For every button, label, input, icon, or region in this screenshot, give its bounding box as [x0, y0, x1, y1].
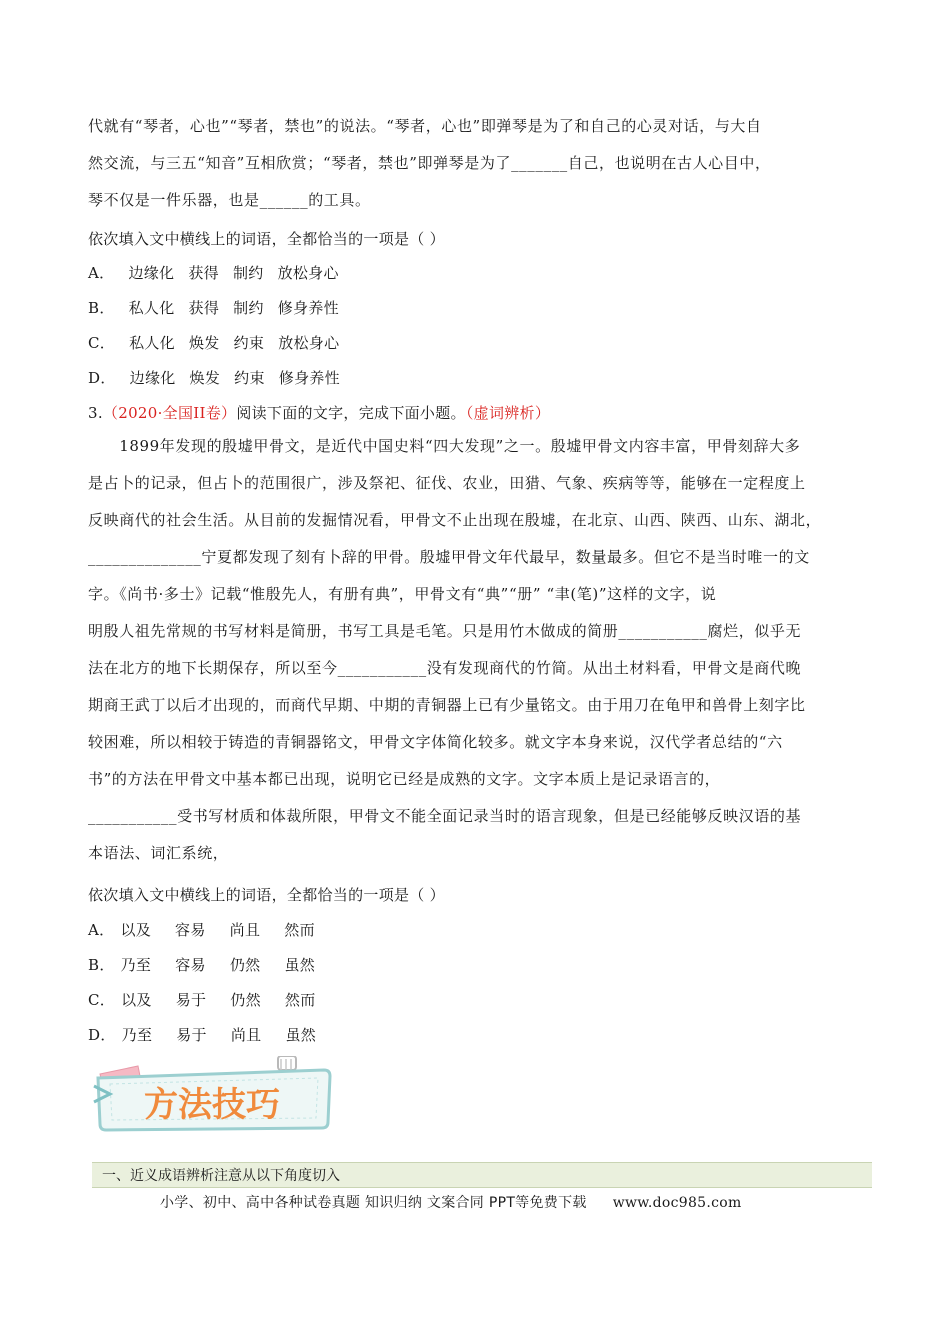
- option-word: 私人化: [129, 334, 175, 352]
- passage-line: 期商王武丁以后才出现的，而商代早期、中期的青铜器上已有少量铭文。由于用刀在龟甲和兽骨上刻字比: [88, 696, 806, 714]
- option-b[interactable]: [88, 954, 315, 975]
- passage-line: 字。《尚书·多士》记载“惟殷先人，有册有典”，甲骨文有“典”“册” “聿(笔)”这样的文字，说: [88, 585, 717, 603]
- option-letter: B．: [88, 299, 115, 317]
- question-3-header: [88, 402, 550, 423]
- option-word: 容易: [175, 956, 206, 974]
- question-tag: （虚词辨析）: [465, 404, 551, 422]
- passage-line: 琴不仅是一件乐器，也是______的工具。: [88, 191, 371, 209]
- option-word: 获得: [188, 264, 219, 282]
- option-word: 约束: [233, 334, 265, 352]
- option-word: 制约: [233, 299, 264, 317]
- passage-line: 代就有“琴者，心也”“琴者，禁也”的说法。“琴者，心也”即弹琴是为了和自己的心灵对话，与大自: [88, 117, 762, 135]
- passage-line: 较困难，所以相较于铸造的青铜器铭文，甲骨文字体简化较多。就文字本身来说，汉代学者总结的“六: [88, 733, 783, 751]
- option-word: 乃至: [120, 956, 152, 974]
- option-letter: A．: [88, 921, 115, 939]
- banner-title: 方法技巧: [144, 1085, 280, 1125]
- passage-line: 书”的方法在甲骨文中基本都已出现，说明它已经是成熟的文字。文字本质上是记录语言的，: [88, 770, 721, 788]
- option-word: 私人化: [128, 299, 175, 317]
- question-instruction: 阅读下面的文字，完成下面小题。: [236, 404, 466, 422]
- option-word: 放松身心: [278, 334, 340, 352]
- question-prompt: 依次填入文中横线上的词语，全都恰当的一项是（ ）: [88, 230, 445, 248]
- option-word: 虽然: [285, 1026, 317, 1044]
- passage-line: 法在北方的地下长期保存，所以至今___________没有发现商代的竹简。从出土材料看，甲骨文是商代晚: [88, 659, 802, 677]
- footer: [160, 1192, 742, 1212]
- option-letter: A．: [88, 264, 115, 282]
- passage-line: 明殷人祖先常规的书写材料是简册，书写工具是毛笔。只是用竹木做成的简册___________腐烂，似乎无: [88, 622, 802, 640]
- passage-line: 反映商代的社会生活。从目前的发掘情况看，甲骨文不止出现在殷墟，在北京、山西、陕西、山东、湖北，: [88, 511, 822, 529]
- option-letter: D．: [88, 1026, 116, 1044]
- option-letter: C．: [88, 991, 116, 1009]
- passage-line: 1899年发现的殷墟甲骨文，是近代中国史料“四大发现”之一。殷墟甲骨文内容丰富，甲骨刻辞大多: [88, 437, 801, 455]
- option-word: 虽然: [284, 956, 316, 974]
- option-word: 仍然: [230, 991, 261, 1009]
- option-d[interactable]: [88, 1024, 316, 1045]
- footer-text: 小学、初中、高中各种试卷真题 知识归纳 文案合同 PPT等免费下载: [160, 1195, 587, 1211]
- option-word: 仍然: [229, 956, 261, 974]
- method-tips-banner: [92, 1056, 334, 1132]
- option-word: 然而: [284, 921, 315, 939]
- option-word: 焕发: [188, 334, 220, 352]
- option-c[interactable]: [88, 989, 316, 1010]
- option-word: 修身养性: [278, 369, 340, 387]
- question-source: （2020·全国II卷）: [102, 404, 237, 422]
- option-letter: B．: [88, 956, 115, 974]
- option-word: 容易: [175, 921, 206, 939]
- section-heading: 一、近义成语辨析注意从以下角度切入: [92, 1162, 872, 1188]
- option-word: 尚且: [229, 921, 261, 939]
- option-a[interactable]: [88, 262, 339, 283]
- option-word: 约束: [234, 369, 265, 387]
- option-word: 获得: [188, 299, 220, 317]
- passage-1: [88, 108, 868, 219]
- question-number: 3.: [88, 404, 103, 422]
- option-word: 制约: [232, 264, 264, 282]
- passage-line: 是占卜的记录，但占卜的范围很广，涉及祭祀、征伐、农业，田猎、气象、疾病等等，能够在一定程度上: [88, 474, 806, 492]
- option-letter: C．: [88, 334, 116, 352]
- option-c[interactable]: [88, 332, 339, 353]
- footer-site-link[interactable]: www.doc985.com: [612, 1195, 742, 1211]
- passage-2: [88, 428, 868, 872]
- option-word: 放松身心: [277, 264, 339, 282]
- option-word: 边缘化: [129, 369, 176, 387]
- passage-line: ___________受书写材质和体裁所限，甲骨文不能全面记录当时的语言现象，但是已经能够反映汉语的基: [88, 807, 802, 825]
- option-word: 乃至: [121, 1026, 153, 1044]
- option-word: 修身养性: [277, 299, 339, 317]
- option-d[interactable]: [88, 367, 340, 388]
- passage-line: 本语法、词汇系统，: [88, 844, 229, 862]
- option-word: 尚且: [230, 1026, 262, 1044]
- passage-line: ______________宁夏都发现了刻有卜辞的甲骨。殷墟甲骨文年代最早，数量最多。但它不是当时唯一的文: [88, 548, 810, 566]
- option-a[interactable]: [88, 919, 315, 940]
- option-word: 易于: [175, 991, 207, 1009]
- option-word: 易于: [176, 1026, 207, 1044]
- question-prompt: 依次填入文中横线上的词语，全都恰当的一项是（ ）: [88, 886, 445, 904]
- passage-line: 然交流，与三五“知音”互相欣赏；“琴者，禁也”即弹琴是为了_______自己，也说明在古人心目中，: [88, 154, 771, 172]
- option-word: 以及: [120, 921, 152, 939]
- option-word: 然而: [284, 991, 316, 1009]
- option-letter: D．: [88, 369, 116, 387]
- option-word: 以及: [121, 991, 152, 1009]
- option-word: 焕发: [189, 369, 221, 387]
- option-b[interactable]: [88, 297, 339, 318]
- banner-card-graphic: [92, 1056, 334, 1132]
- option-word: 边缘化: [128, 264, 175, 282]
